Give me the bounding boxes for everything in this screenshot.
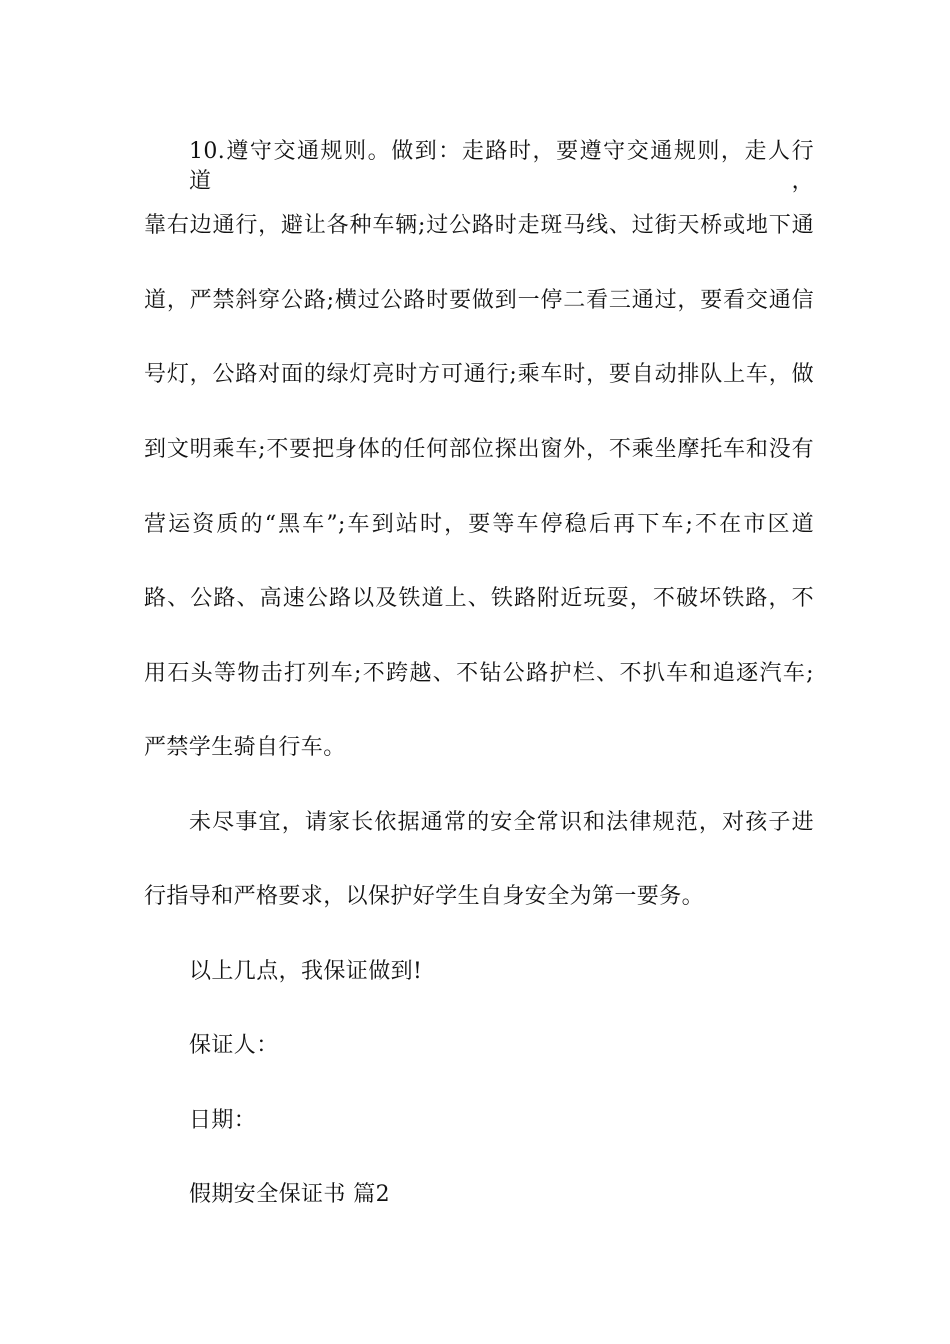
paragraph-1-line-9: 严禁学生骑自行车。 bbox=[144, 735, 346, 760]
guarantor-label: 保证人： bbox=[189, 1033, 279, 1058]
paragraph-1-line-4: 号灯，公路对面的绿灯亮时方可通行;乘车时，要自动排队上车，做 bbox=[144, 362, 814, 387]
paragraph-1-line-1: 10.遵守交通规则。做到：走路时，要遵守交通规则，走人行道， bbox=[189, 139, 814, 194]
paragraph-1-line-6: 营运资质的“黑车”;车到站时，要等车停稳后再下车;不在市区道 bbox=[144, 512, 814, 537]
next-section-title: 假期安全保证书 篇2 bbox=[189, 1182, 390, 1207]
paragraph-1-line-3: 道，严禁斜穿公路;横过公路时要做到一停二看三通过，要看交通信 bbox=[144, 288, 814, 313]
date-label: 日期： bbox=[189, 1108, 257, 1133]
paragraph-1-line-7: 路、公路、高速公路以及铁道上、铁路附近玩耍，不破坏铁路，不 bbox=[144, 586, 814, 611]
paragraph-2-line-1: 未尽事宜，请家长依据通常的安全常识和法律规范，对孩子进 bbox=[189, 810, 814, 835]
pledge-line: 以上几点，我保证做到! bbox=[189, 959, 423, 984]
paragraph-1-line-2: 靠右边通行，避让各种车辆;过公路时走斑马线、过街天桥或地下通 bbox=[144, 213, 814, 238]
paragraph-1-line-8: 用石头等物击打列车;不跨越、不钻公路护栏、不扒车和追逐汽车; bbox=[144, 661, 814, 686]
paragraph-2-line-2: 行指导和严格要求，以保护好学生自身安全为第一要务。 bbox=[144, 884, 705, 909]
paragraph-1-line-5: 到文明乘车;不要把身体的任何部位探出窗外，不乘坐摩托车和没有 bbox=[144, 437, 814, 462]
